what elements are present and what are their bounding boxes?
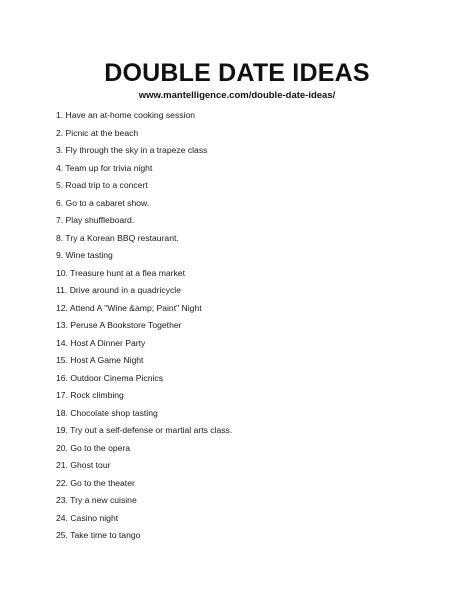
- list-item: 10. Treasure hunt at a flea market: [56, 267, 185, 278]
- list-item: 12. Attend A "Wine &amp; Paint" Night: [56, 302, 202, 313]
- page-title: DOUBLE DATE IDEAS: [104, 59, 370, 87]
- list-item: 21. Ghost tour: [56, 460, 111, 470]
- list-item: 11. Drive around in a quadricycle: [56, 285, 181, 295]
- list-item: 6. Go to a cabaret show.: [56, 197, 150, 208]
- list-item: 4. Team up for trivia night: [56, 162, 153, 173]
- list-item: 1. Have an at-home cooking session: [56, 110, 196, 120]
- ideas-list: [56, 107, 436, 545]
- list-item: 16. Outdoor Cinema Picnics: [56, 372, 163, 383]
- list-item: 20. Go to the opera: [56, 442, 131, 453]
- list-item: 24. Casino night: [56, 512, 119, 523]
- list-item: 13. Peruse A Bookstore Together: [56, 320, 182, 330]
- list-item: 17. Rock climbing: [56, 390, 124, 400]
- list-item: 2. Picnic at the beach: [56, 127, 139, 138]
- list-item: 23. Try a new cuisine: [56, 495, 137, 505]
- list-item: 14. Host A Dinner Party: [56, 337, 146, 348]
- list-item: 8. Try a Korean BBQ restaurant.: [56, 232, 179, 243]
- list-item: 7. Play shuffleboard.: [56, 215, 135, 225]
- list-item: 15. Host A Game Night: [56, 355, 144, 365]
- list-item: 3. Fly through the sky in a trapeze class: [56, 145, 208, 155]
- list-item: 18. Chocolate shop tasting: [56, 407, 158, 418]
- list-item: 19. Try out a self-defense or martial arts class.: [56, 425, 233, 435]
- source-url: www.mantelligence.com/double-date-ideas/: [138, 90, 336, 101]
- list-item: 25. Take time to tango: [56, 530, 141, 540]
- list-item: 22. Go to the theater: [56, 477, 135, 488]
- list-item: 5. Road trip to a concert: [56, 180, 148, 190]
- list-item: 9. Wine tasting: [56, 250, 113, 260]
